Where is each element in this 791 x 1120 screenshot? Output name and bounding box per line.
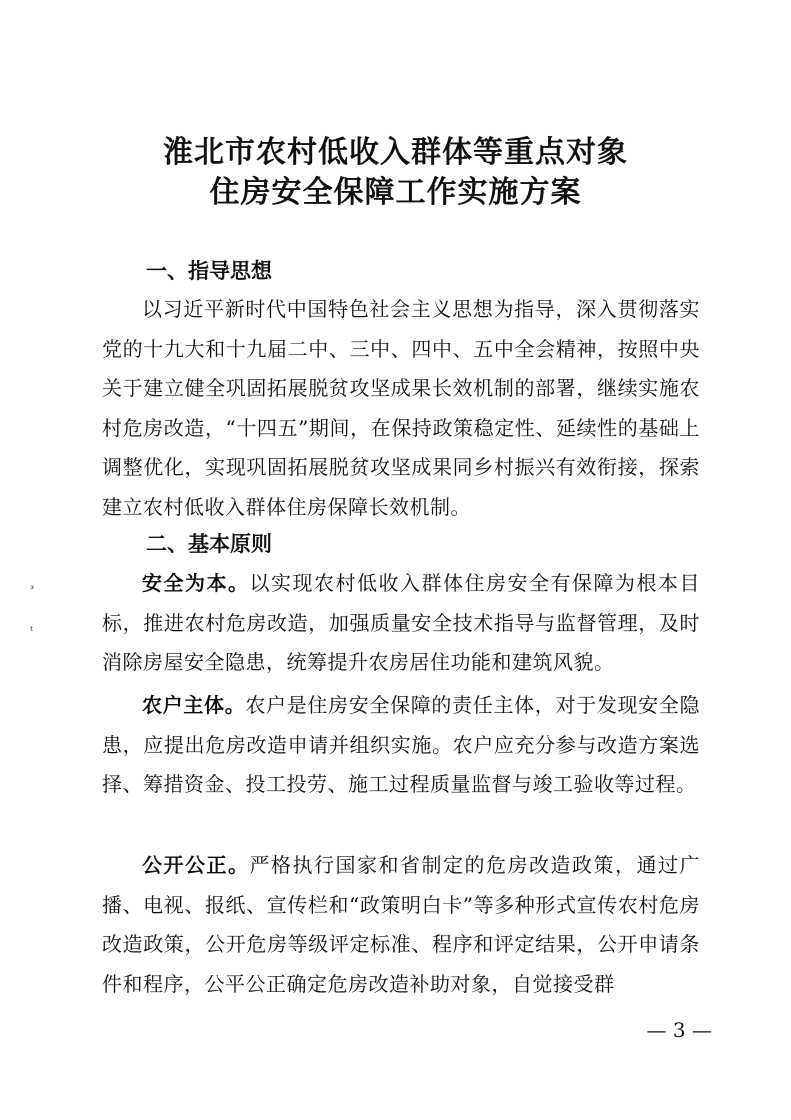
principle-lead-fairness: 公开公正。 — [142, 853, 250, 877]
principle-paragraph-safety — [102, 564, 700, 683]
principle-lead-safety: 安全为本。 — [142, 571, 250, 595]
document-title-line1: 淮北市农村低收入群体等重点对象 — [163, 135, 628, 170]
principle-paragraph-fairness — [102, 846, 700, 1004]
section-heading-basic-principles: 二、基本原则 — [146, 532, 272, 556]
principle-text-household: 农户是住房安全保障的责任主体，对于发现安全隐患，应提出危房改造申请并组织实施。农户应充分参与改造方案选择、筹措资金、投工投劳、施工过程质量监督与竣工验收等过程。 — [102, 693, 701, 796]
principle-text-safety: 以实现农村低收入群体住房安全有保障为根本目标，推进农村危房改造，加强质量安全技术指导与监督管理，及时消除房屋安全隐患，统筹提升农房居住功能和建筑风貌。 — [102, 571, 700, 674]
document-title-line2: 住房安全保障工作实施方案 — [209, 175, 582, 210]
section-heading-guiding-ideology: 一、指导思想 — [146, 259, 272, 283]
binding-mark: ᵗ — [30, 624, 33, 638]
page-number: — 3 — — [646, 1018, 712, 1042]
principle-paragraph-household — [102, 686, 700, 805]
binding-mark: ᵌ — [30, 582, 35, 596]
principle-text-fairness: 严格执行国家和省制定的危房改造政策，通过广播、电视、报纸、宣传栏和“政策明白卡”等多种形式宣传农村危房改造政策，公开危房等级评定标准、程序和评定结果，公开申请条件和程序，公平公正确定危房改造补助对象，自觉接受群 — [102, 853, 700, 996]
section-paragraph-guiding-ideology: 以习近平新时代中国特色社会主义思想为指导，深入贯彻落实党的十九大和十九届二中、三中、四中、五中全会精神，按照中央关于建立健全巩固拓展脱贫攻坚成果长效机制的部署，继续实施农村危房改造，“十四五”期间，在保持政策稳定性、延续性的基础上调整优化，实现巩固拓展脱贫攻坚成果同乡村振兴有效衔接，探索建立农村低收入群体住房保障长效机制。 — [102, 297, 700, 519]
principle-lead-household: 农户主体。 — [142, 693, 246, 717]
